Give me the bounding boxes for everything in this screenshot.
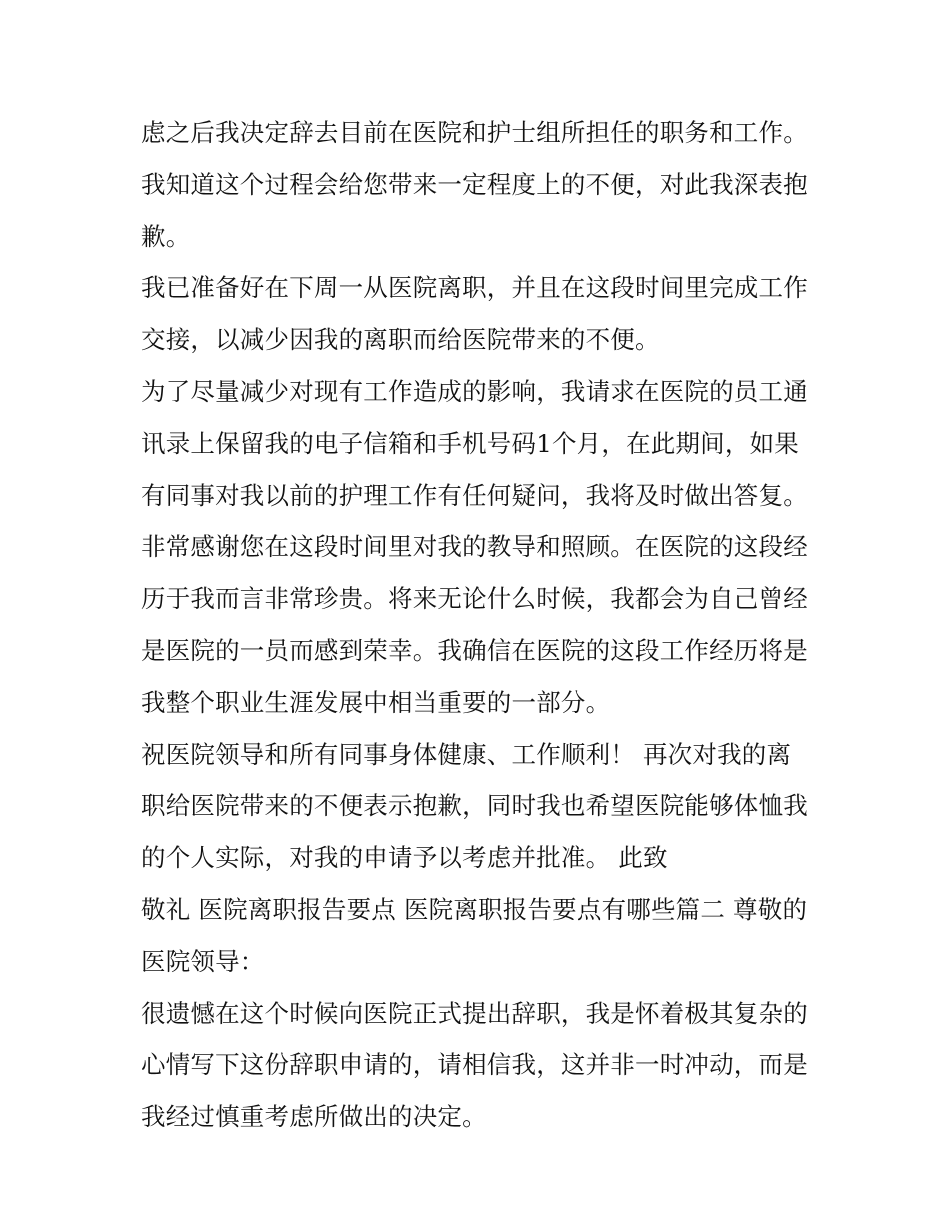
- text-line: 交接，以减少因我的离职而给医院带来的不便。: [141, 325, 660, 355]
- text-line: 医院领导：: [141, 946, 265, 976]
- text-line: 我经过慎重考虑所做出的决定。: [141, 1102, 487, 1132]
- text-line: 是医院的一员而感到荣幸。我确信在医院的这段工作经历将是: [141, 635, 808, 665]
- text-line: 很遗憾在这个时候向医院正式提出辞职，我是怀着极其复杂的: [141, 998, 808, 1028]
- text-line: 心情写下这份辞职申请的，请相信我，这并非一时冲动，而是: [141, 1050, 808, 1080]
- text-line: 虑之后我决定辞去目前在医院和护士组所担任的职务和工作。: [141, 118, 808, 147]
- text-line: 祝医院领导和所有同事身体健康、工作顺利！ 再次对我的离: [141, 739, 792, 769]
- text-line: 职给医院带来的不便表示抱歉，同时我也希望医院能够体恤我: [141, 791, 808, 821]
- text-line: 我知道这个过程会给您带来一定程度上的不便，对此我深表抱: [141, 169, 808, 199]
- text-line: 讯录上保留我的电子信箱和手机号码1个月，在此期间，如果: [141, 428, 799, 458]
- text-line: 敬礼 医院离职报告要点 医院离职报告要点有哪些篇二 尊敬的: [141, 894, 808, 924]
- document-body: [141, 107, 816, 1143]
- text-line: 为了尽量减少对现有工作造成的影响，我请求在医院的员工通: [141, 376, 808, 406]
- text-line: 我整个职业生涯发展中相当重要的一部分。: [141, 687, 611, 717]
- text-line: 歉。: [141, 221, 191, 251]
- text-line: 的个人实际，对我的申请予以考虑并批准。 此致: [141, 843, 668, 873]
- text-line: 非常感谢您在这段时间里对我的教导和照顾。在医院的这段经: [141, 532, 808, 562]
- text-line: 有同事对我以前的护理工作有任何疑问，我将及时做出答复。: [141, 480, 808, 510]
- text-line: 历于我而言非常珍贵。将来无论什么时候，我都会为自己曾经: [141, 584, 808, 614]
- text-line: 我已准备好在下周一从医院离职，并且在这段时间里完成工作: [141, 273, 808, 303]
